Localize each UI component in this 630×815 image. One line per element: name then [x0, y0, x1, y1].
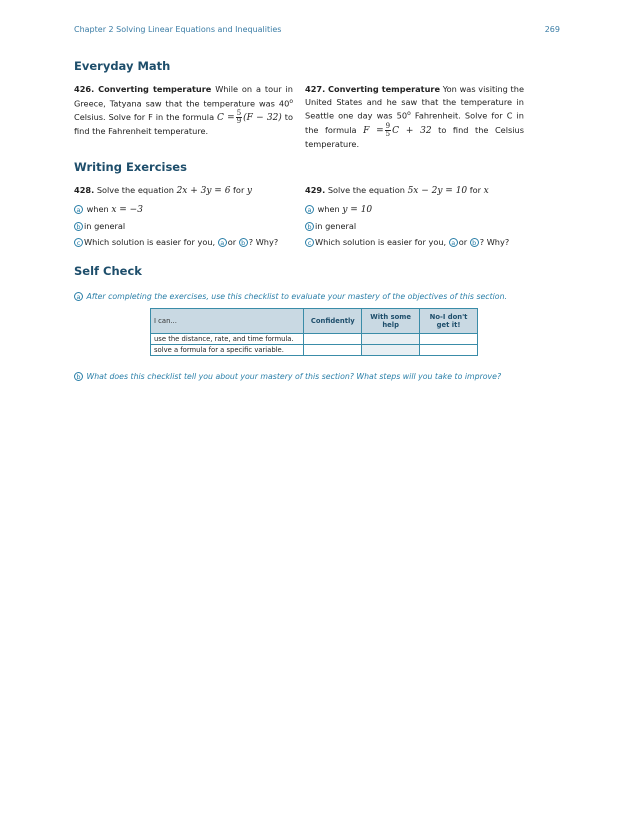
- running-header: Chapter 2 Solving Linear Equations and Inequalities: [74, 25, 282, 34]
- exercise-429-part-c: [305, 236, 509, 248]
- part-text: ? Why?: [248, 237, 279, 247]
- part-math: x = −3: [111, 205, 143, 215]
- note-text: What does this checklist tell you about your mastery of this section? What steps will you take to improve?: [86, 372, 502, 381]
- note-text: After completing the exercises, use this checklist to evaluate your mastery of the objectives of this section.: [86, 292, 507, 301]
- exercise-427: [305, 83, 524, 150]
- equation: 5x − 2y = 10: [407, 186, 468, 196]
- part-text: when: [317, 204, 340, 214]
- fraction-numerator: 9: [385, 121, 391, 130]
- variable: y: [246, 186, 253, 196]
- self-check-note-b: [74, 372, 501, 381]
- part-math: y = 10: [342, 205, 373, 215]
- label-b-icon: b: [239, 238, 248, 247]
- exercise-number: 429.: [305, 185, 326, 195]
- self-check-table: [150, 308, 478, 356]
- part-text: ? Why?: [479, 237, 510, 247]
- checkbox-cell-no[interactable]: [420, 345, 478, 356]
- label-c-icon: c: [74, 238, 83, 247]
- formula: [217, 108, 282, 125]
- column-header: With some help: [362, 309, 420, 334]
- checkbox-cell-with-help[interactable]: [362, 334, 420, 345]
- part-text: in general: [315, 221, 357, 231]
- exercise-429-prompt: [305, 184, 489, 197]
- exercise-429-part-a: [305, 203, 372, 216]
- label-b-icon: b: [74, 372, 83, 381]
- fraction: [236, 110, 242, 125]
- fraction: [385, 123, 391, 138]
- exercise-text: Yon was visiting the United States and he saw that the temperature in Seattle one day was 50: [305, 84, 524, 121]
- section-title-self-check: Self Check: [74, 264, 142, 278]
- fraction-numerator: 5: [236, 108, 242, 117]
- label-a-icon: a: [74, 292, 83, 301]
- equation: 2x + 3y = 6: [176, 186, 231, 196]
- self-check-note-a: [74, 292, 507, 301]
- table-cell: solve a formula for a specific variable.: [151, 345, 304, 356]
- exercise-428-prompt: [74, 184, 252, 197]
- label-a-icon: a: [305, 205, 314, 214]
- formula-lhs: F =: [363, 125, 384, 136]
- prompt-text: Solve the equation: [327, 185, 405, 195]
- part-text: Which solution is easier for you,: [315, 237, 447, 247]
- label-b-icon: b: [305, 222, 314, 231]
- prompt-text: Solve the equation: [96, 185, 174, 195]
- exercise-heading: Converting temperature: [327, 84, 441, 94]
- label-b-icon: b: [470, 238, 479, 247]
- variable: x: [483, 186, 489, 196]
- table-header-row: [151, 309, 478, 334]
- exercise-number: 426.: [74, 84, 95, 94]
- formula: [363, 121, 432, 138]
- checkbox-cell-no[interactable]: [420, 334, 478, 345]
- exercise-429-part-b: [305, 220, 356, 232]
- exercise-heading: Converting temperature: [98, 84, 212, 94]
- degree-symbol: o: [407, 110, 411, 118]
- formula-rhs: C + 32: [392, 125, 432, 136]
- exercise-text: While on a tour in Greece, Tatyana saw that the temperature was 40: [74, 84, 293, 109]
- exercise-number: 428.: [74, 185, 95, 195]
- or-text: or: [458, 237, 468, 247]
- exercise-428-part-a: [74, 203, 143, 216]
- column-header: Confidently: [304, 309, 362, 334]
- exercise-text: Fahrenheit. Solve for C in the formula: [305, 110, 524, 135]
- exercise-428-part-c: [74, 236, 278, 248]
- table-cell: use the distance, rate, and time formula.: [151, 334, 304, 345]
- for-text: for: [233, 185, 245, 195]
- formula-lhs: C =: [217, 112, 235, 123]
- section-title-everyday-math: Everyday Math: [74, 59, 171, 73]
- exercise-428-part-b: [74, 220, 125, 232]
- section-title-writing-exercises: Writing Exercises: [74, 160, 187, 174]
- label-a-icon: a: [449, 238, 458, 247]
- checkbox-cell-confidently[interactable]: [304, 345, 362, 356]
- exercise-number: 427.: [305, 84, 326, 94]
- exercise-text: to find the Celsius temperature.: [305, 124, 524, 149]
- formula-rhs: (F − 32): [243, 112, 282, 123]
- fraction-denominator: 9: [236, 116, 242, 125]
- label-a-icon: a: [74, 205, 83, 214]
- part-text: when: [86, 204, 109, 214]
- page-number: 269: [544, 25, 560, 34]
- table-row: [151, 334, 478, 345]
- column-header: I can...: [151, 309, 304, 334]
- exercise-text: Celsius. Solve for F in the formula: [74, 111, 215, 122]
- checkbox-cell-with-help[interactable]: [362, 345, 420, 356]
- part-text: in general: [84, 221, 126, 231]
- for-text: for: [469, 185, 482, 195]
- label-a-icon: a: [218, 238, 227, 247]
- or-text: or: [227, 237, 237, 247]
- checkbox-cell-confidently[interactable]: [304, 334, 362, 345]
- label-b-icon: b: [74, 222, 83, 231]
- exercise-426: [74, 83, 293, 138]
- label-c-icon: c: [305, 238, 314, 247]
- degree-symbol: o: [289, 97, 293, 105]
- part-text: Which solution is easier for you,: [84, 237, 216, 247]
- fraction-denominator: 5: [385, 129, 391, 138]
- table-row: [151, 345, 478, 356]
- column-header: No-I don't get it!: [420, 309, 478, 334]
- exercise-text: to find the Fahrenheit temperature.: [74, 111, 294, 136]
